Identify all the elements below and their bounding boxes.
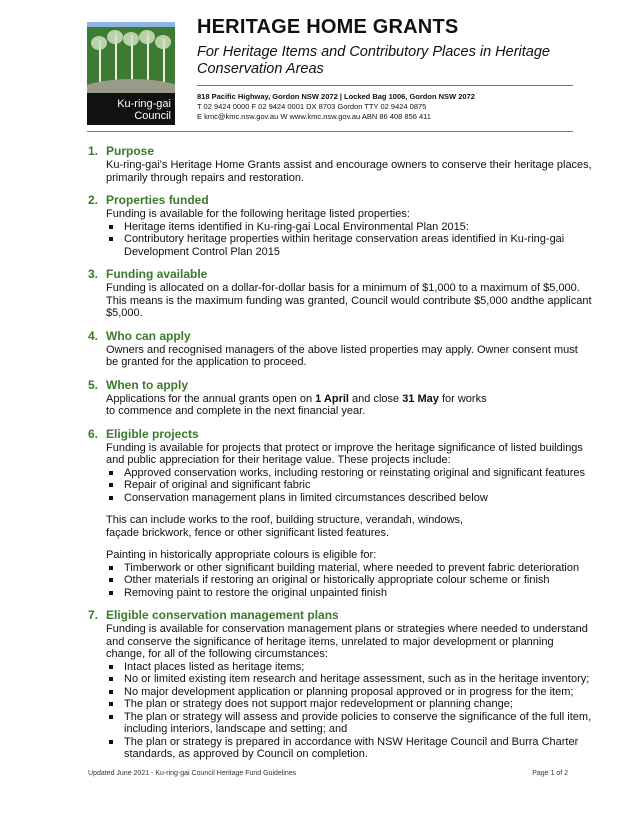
address: 818 Pacific Highway, Gordon NSW 2072 | Locked Bag 1006, Gordon NSW 2072 [197,92,475,101]
section-text: Funding is available for the following heritage listed properties: [106,208,410,220]
section-text: Ku-ring-gai's Heritage Home Grants assist and encourage owners to conserve their heritage places, primarily through repairs and restoration. [106,159,592,184]
section-text: This can include works to the roof, building structure, verandah, windows, façade brickwork, fence or other significant listed features. [106,514,464,539]
section-properties-funded: 2. Properties funded Funding is available for the following heritage listed properties: Heritage items identified in Ku-ring-gai Local Environmental Plan 2015: Contributory heritage properties within heritage conservation areas identified in Ku-ring-gai Development Control Plan 2015 [88,193,593,258]
list-item: No or limited existing item research and heritage assessment, such as in the heritage inventory; [106,673,593,686]
section-eligible-cmp: 7. Eligible conservation management plans Funding is available for conservation management plans or strategies where needed to understand and conserve the significance of heritage items, unrelated to major development or planning change, for all of the following circumstances: Intact places listed as heritage items; No or limited existing item research and heritage assessment, such as in the heritage inventory; No major development application or planning proposal approved or in progress for the item; The plan or strategy does not support major redevelopment or planning change; The plan or strategy will assess and provide policies to conserve the significance of the full item, including interiors, landscape and setting; and The plan or strategy is prepared in accordance with NSW Heritage Council and Burra Charter standards, as approved by Council on completion. [88,608,592,760]
section-text: Applications for the annual grants open on 1 April and close 31 May for works to commence and complete in the next financial year. [106,392,487,417]
logo-text: Council [134,110,171,122]
section-text: Funding is available for projects that protect or improve the heritage significance of listed buildings and public appreciation for their heritage value. These projects include: [106,441,583,466]
list-item: Other materials if restoring an original or historically appropriate colour scheme or finish [106,574,593,587]
section-funding-available: 3. Funding available Funding is allocated on a dollar-for-dollar basis for a minimum of $1,000 to a maximum of $5,000. This means is the maximum funding was granted, Council would contribute $5,000 andthe applicant $5,000. [88,267,592,319]
list-item: The plan or strategy is prepared in accordance with NSW Heritage Council and Burra Charter standards, as approved by Council on completion. [106,736,593,761]
section-heading: Purpose [106,144,155,158]
section-heading: Who can apply [106,328,191,343]
footer-text: Updated June 2021 - Ku-ring-gai Council Heritage Fund Guidelines [88,769,297,777]
list-item: The plan or strategy will assess and provide policies to conserve the significance of the full item, including interiors, landscape and setting; and [106,711,593,736]
section-heading: Funding available [106,267,208,281]
phone-line: T 02 9424 0000 F 02 9424 0001 DX 8703 Gordon TTY 02 9424 0875 [197,102,427,111]
list-item: Heritage items identified in Ku-ring-gai Local Environmental Plan 2015: [106,221,593,234]
page-number: Page 1 of 2 [532,769,568,777]
list-item: Contributory heritage properties within heritage conservation areas identified in Ku-ring-gai Development Control Plan 2015 [106,233,593,258]
list-item: Conservation management plans in limited circumstances described below [106,492,593,505]
section-purpose: 1. Purpose Ku-ring-gai's Heritage Home Grants assist and encourage owners to conserve their heritage places, primarily through repairs and restoration. [88,144,592,184]
list-item: Approved conservation works, including restoring or reinstating original and significant features [106,467,593,480]
list-item: No major development application or planning proposal approved or in progress for the item; [106,686,593,699]
section-text: Owners and recognised managers of the above listed properties may apply. Owner consent must be granted for the application to proceed. [106,343,578,368]
list-item: The plan or strategy does not support major redevelopment or planning change; [106,698,593,711]
section-heading: Eligible conservation management plans [106,608,339,622]
section-heading: Properties funded [106,193,209,207]
section-heading: Eligible projects [106,426,199,441]
list-item: Removing paint to restore the original unpainted finish [106,587,593,600]
document-title: HERITAGE HOME GRANTS [197,16,459,38]
section-text: Painting in historically appropriate colours is eligible for: [106,549,377,561]
list-item: Timberwork or other significant building material, where needed to prevent fabric deterioration [106,562,593,575]
section-when-to-apply: 5. When to apply Applications for the annual grants open on 1 April and close 31 May for works to commence and complete in the next financial year. [88,378,593,418]
section-text: Funding is allocated on a dollar-for-dollar basis for a minimum of $1,000 to a maximum of $5,000. This means is the maximum funding was granted, Council would contribute $5,000 andthe applicant $5,000. [106,282,592,319]
email-web-line: E kmc@kmc.nsw.gov.au W www.kmc.nsw.gov.au ABN 86 408 856 411 [197,112,431,121]
section-text: Funding is available for conservation management plans or strategies where needed to understand and conserve the significance of heritage items, unrelated to major development or planning change, for all of the following circumstances: [106,623,588,660]
document-subtitle: For Heritage Items and Contributory Places in Heritage Conservation Areas [197,44,550,77]
list-item: Intact places listed as heritage items; [106,661,593,674]
footer [88,770,568,789]
logo-text: Ku-ring-gai [117,98,171,110]
section-who-can-apply: 4. Who can apply Owners and recognised managers of the above listed properties may apply. Owner consent must be granted for the application to proceed. [88,329,593,369]
section-eligible-projects: 6. Eligible projects Funding is available for projects that protect or improve the heritage significance of listed buildings and public appreciation for their heritage value. These projects include: Approved conservation works, including restoring or reinstating original and significant features Repair of original and significant fabric Conservation management plans in limited circumstances described below This can include works to the roof, building structure, verandah, windows, façade brickwork, fence or other significant listed features. Painting in historically appropriate colours is eligible for: Timberwork or other significant building material, where needed to prevent fabric deterioration Other materials if restoring an original or historically appropriate colour scheme or finish Removing paint to restore the original unpainted finish [88,427,593,600]
list-item: Repair of original and significant fabric [106,479,593,492]
section-heading: When to apply [106,377,188,392]
